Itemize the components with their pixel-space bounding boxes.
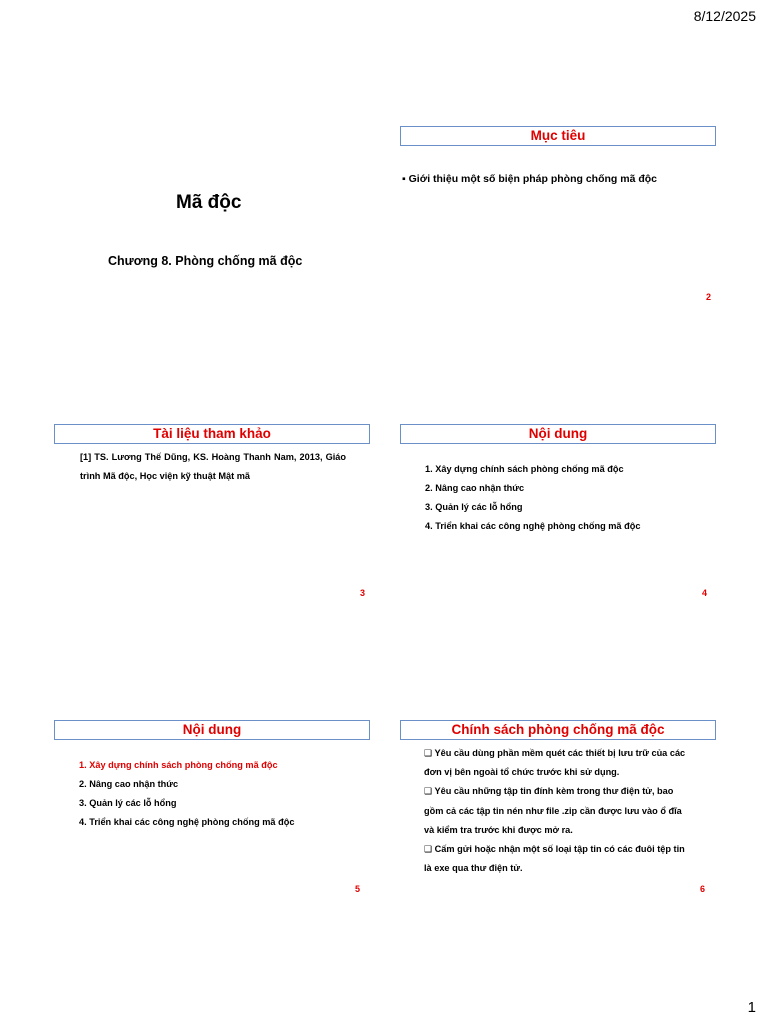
checkbox-bullet-icon: ❑ [424,786,433,797]
slide-4 [386,408,716,608]
list-item: 3. Quản lý các lỗ hổng [79,798,177,808]
slide-3 [40,408,370,608]
slide-header: Nội dung [54,720,370,740]
slide-header: Tài liệu tham khảo [54,424,370,444]
checkbox-bullet-icon: ❑ [424,748,433,758]
policy-point: Yêu cầu dùng phần mềm quét các thiết bị lưu trữ của các đơn vị bên ngoài tổ chức trước khi sử dụng. [424,748,686,778]
slide-6 [386,704,716,904]
slide-header: Mục tiêu [400,126,716,146]
slide-number: 4 [702,588,708,598]
bullet-item: ▪ Giới thiệu một số biện pháp phòng chống mã độc [402,173,658,185]
slide-1 [40,110,370,310]
slide-title: Mã độc [176,192,242,213]
policy-point: Yêu cầu những tập tin đính kèm trong thư điện tử, bao gồm cả các tập tin nén như file .zip cần được lưu vào ổ đĩa và kiểm tra trước khi được mở ra. [424,786,682,835]
slide-2 [386,110,716,310]
slide-number: 3 [360,588,366,598]
page-number: 1 [747,999,756,1016]
slide-subtitle: Chương 8. Phòng chống mã độc [108,254,303,268]
list-item: 1. Xây dựng chính sách phòng chống mã độc [425,464,624,474]
slide-5 [40,704,370,904]
slide-header: Nội dung [400,424,716,444]
list-item: 3. Quản lý các lỗ hổng [425,502,523,512]
slide-number: 2 [706,292,712,302]
policy-list [424,744,692,878]
list-item: 4. Triển khai các công nghệ phòng chống mã độc [425,521,641,531]
reference-entry: [1] TS. Lương Thế Dũng, KS. Hoàng Thanh Nam, 2013, Giáo trình Mã độc, Học viện kỹ thuật Mật mã [80,452,346,481]
list-item: 4. Triển khai các công nghệ phòng chống mã độc [79,817,295,827]
checkbox-bullet-icon: ❑ [424,844,433,855]
date-stamp: 8/12/2025 [693,8,756,24]
policy-point: Cấm gửi hoặc nhận một số loại tập tin có các đuôi tệp tin là exe qua thư điện tử. [424,844,685,874]
slide-number: 5 [355,884,361,894]
list-item-active: 1. Xây dựng chính sách phòng chống mã độc [79,760,278,770]
slide-header: Chính sách phòng chống mã độc [400,720,716,740]
list-item: 2. Nâng cao nhận thức [79,779,179,789]
slide-number: 6 [700,884,706,894]
list-item: 2. Nâng cao nhận thức [425,483,525,493]
